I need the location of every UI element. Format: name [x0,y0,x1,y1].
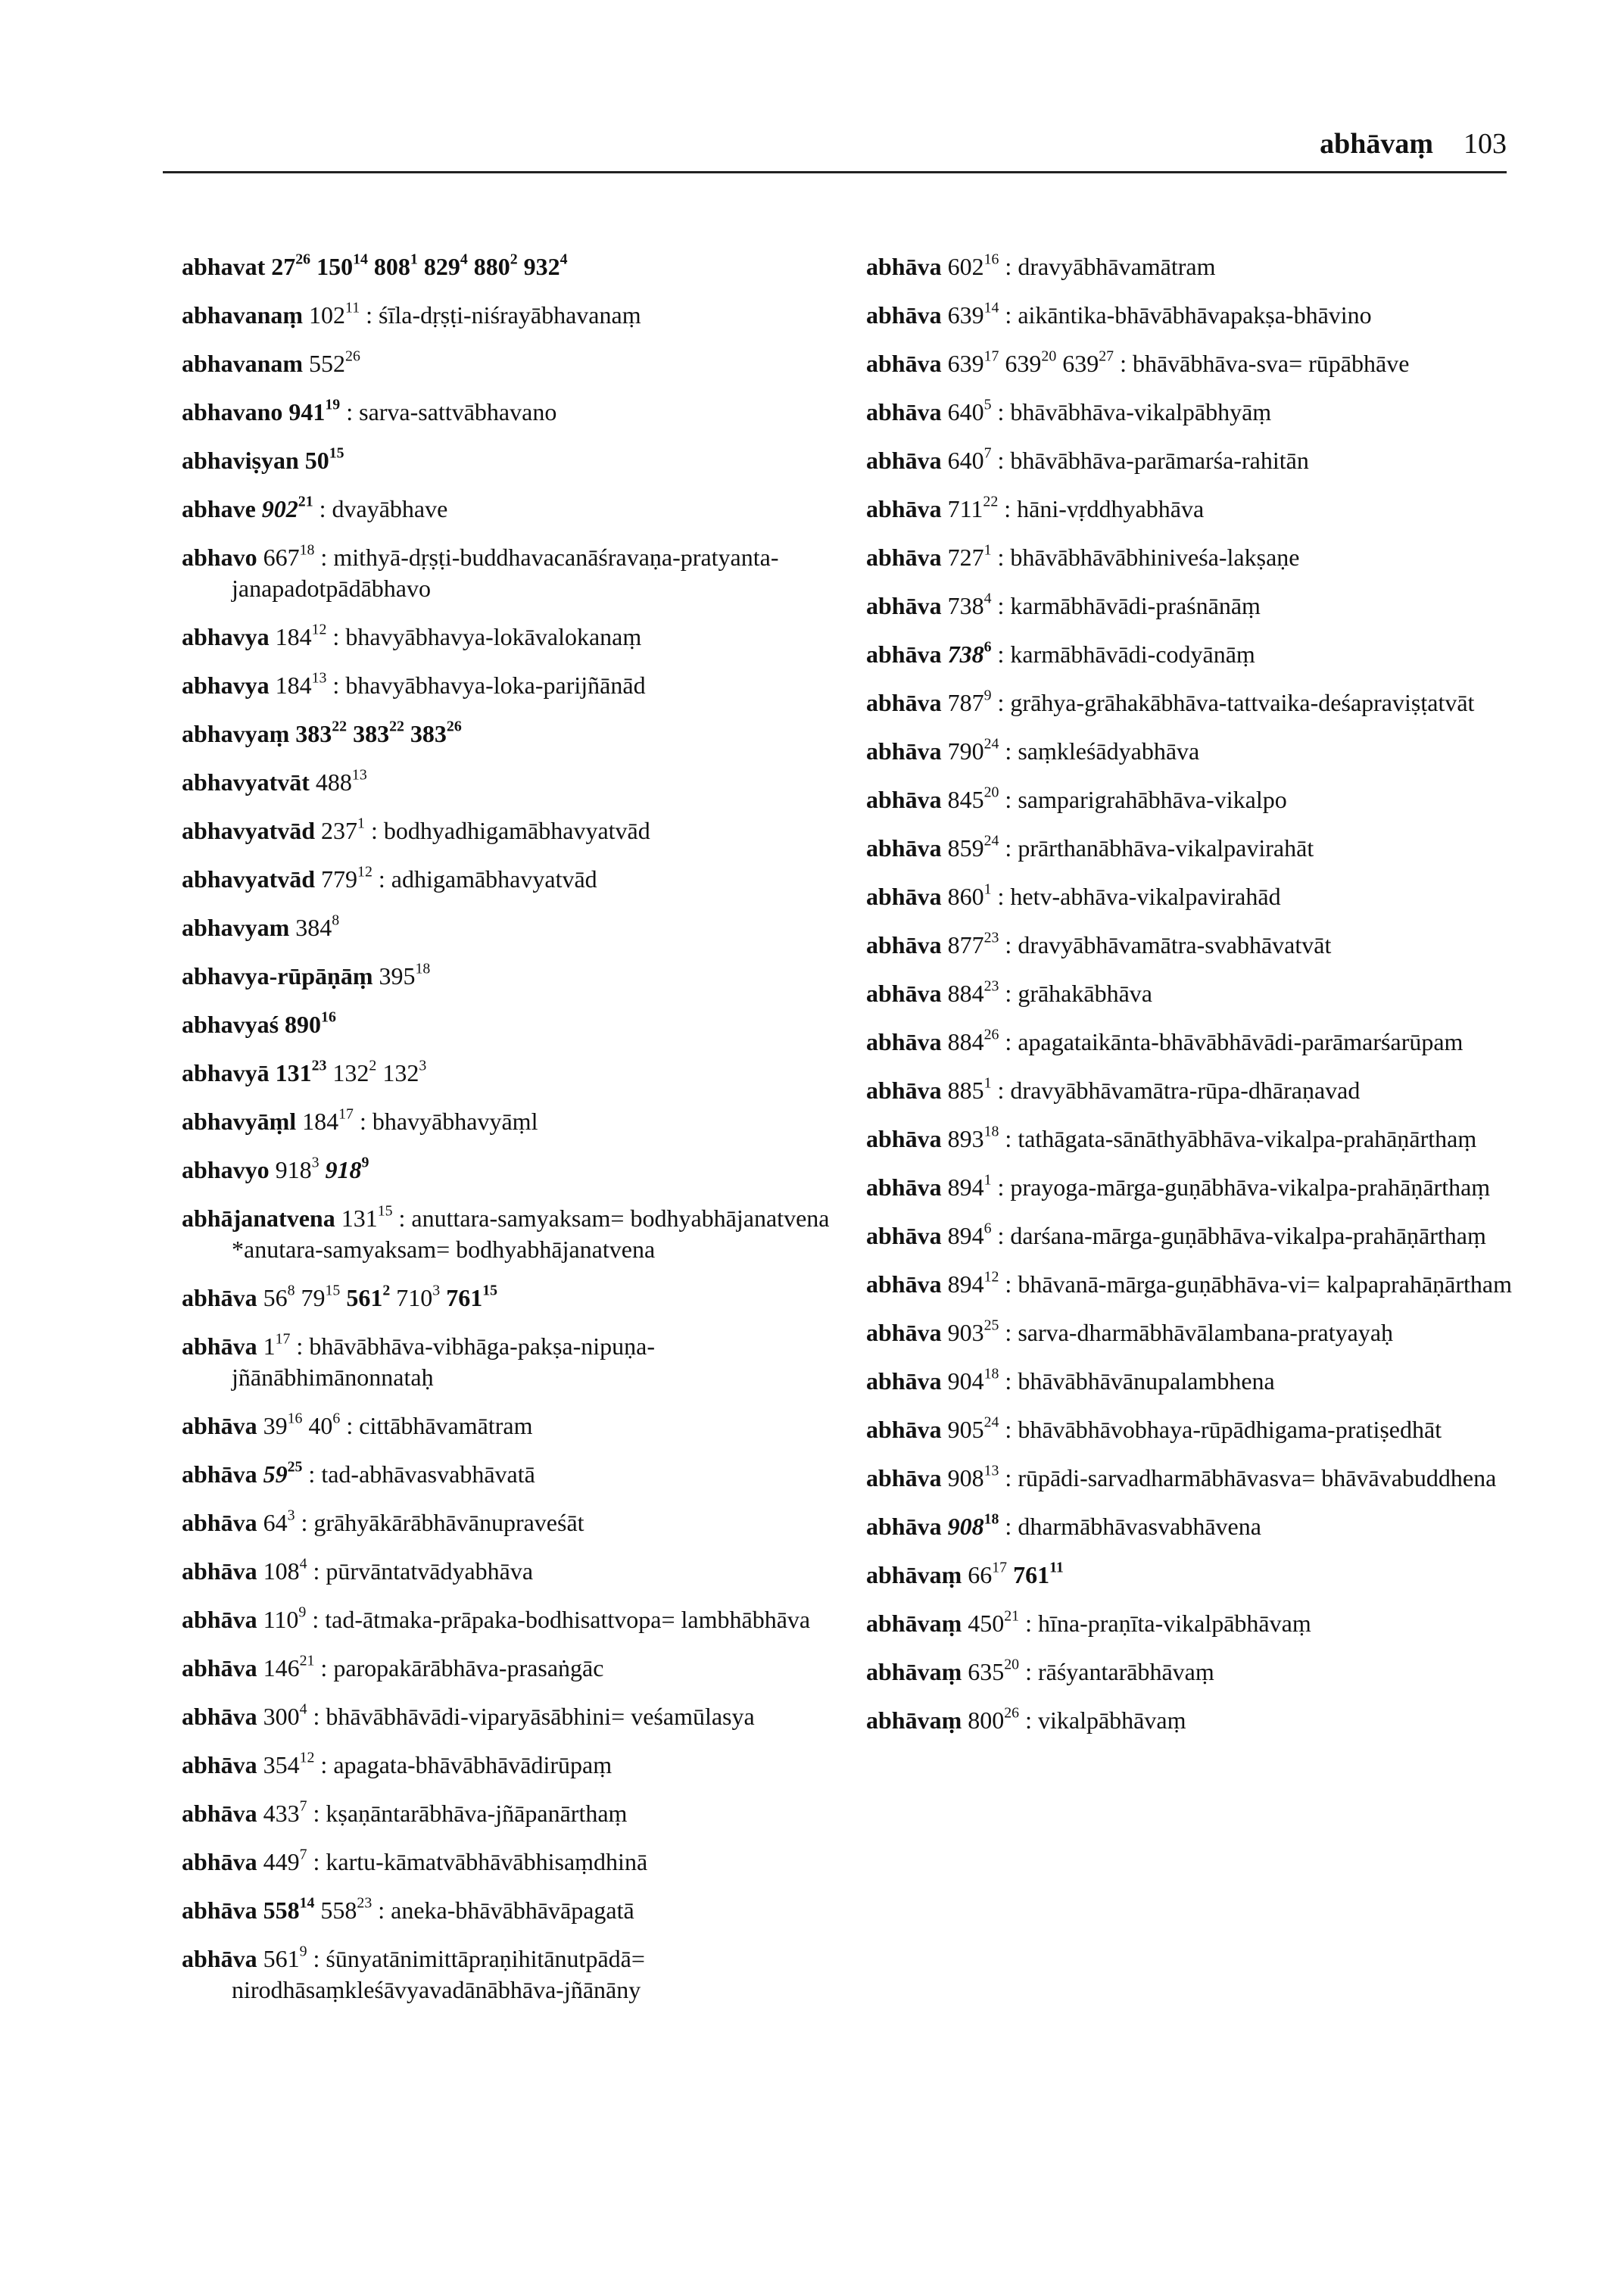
entry-references: $893^{18}$ [947,1123,999,1152]
entry-references: $184^{12}$ [275,621,327,650]
entry-definition: : bhavyābhavyāṃl [359,1108,538,1135]
entry-headword: abhāvaṃ [866,1610,962,1637]
entry-definition: : kṣaṇāntarābhāva-jñāpanārthaṃ [313,1800,628,1827]
entry-references: $300^4$ [263,1700,307,1730]
index-entry [866,881,1517,912]
entry-definition: : śīla-dṛṣṭi-niśrayābhavanaṃ [366,301,641,329]
entry-definition: : bhavyābhavya-loka-parijñānād [332,672,646,699]
entry-definition: : bhāvābhāva-parāmarśa-rahitān [997,447,1309,474]
entry-references: $859^{24}$ [947,832,999,862]
right-column [866,251,1517,1753]
entry-definition: : śūnyatānimittāpraṇihitānutpādā= nirodhāsaṃkleśāvyavadānābhāva-jñānāny [232,1945,645,2003]
entry-references: $904^{18}$ [947,1365,999,1395]
entry-definition: : grāhakābhāva [1005,980,1152,1007]
entry-headword: abhāva [182,1654,257,1682]
index-entry [866,1705,1517,1736]
entry-references: $790^{24}$ [947,735,999,765]
entry-definition: : dravyābhāvamātra-rūpa-dhāraṇavad [997,1077,1361,1104]
entry-references: $450^{21}$ [968,1607,1020,1637]
entry-headword: abhāva [866,1464,942,1491]
entry-references: $908^{13}$ [947,1462,999,1491]
page-header [163,118,1507,173]
entry-references: $383^{22}$ $383^{22}$ $383^{26}$ [295,718,462,747]
entry-references: $66^{17}$ $761^{11}$ [968,1559,1064,1588]
entry-headword: abhāva [182,1557,257,1585]
entry-headword: abhavya [182,623,270,650]
entry-references: $941^{19}$ [288,396,341,425]
entry-references: $905^{24}$ [947,1413,999,1443]
entry-definition: : tad-abhāvasvabhāvatā [308,1460,535,1488]
index-entry [182,1459,840,1490]
page-number: 103 [1463,128,1507,160]
index-entry [866,1414,1517,1445]
entry-headword: abhavyaś [182,1011,279,1038]
entry-references: $384^8$ [295,912,340,941]
entry-references: $110^9$ [263,1604,307,1633]
index-entry [182,912,840,943]
entry-headword: abhavyaṃ [182,720,290,747]
entry-definition: : sarva-dharmābhāvālambana-pratyayaḥ [1005,1319,1394,1346]
entry-references: $102^{11}$ [309,299,360,329]
entry-definition: : rūpādi-sarvadharmābhāvasva= bhāvāvabuddhena [1005,1464,1497,1491]
entry-headword: abhavyam [182,914,290,941]
entry-headword: abhāva [866,1125,942,1152]
index-entry [182,1203,840,1265]
entry-headword: abhavyatvāt [182,768,310,796]
entry-definition: : hāni-vṛddhyabhāva [1004,495,1205,522]
index-entry [182,1556,840,1587]
entry-headword: abhavano [182,398,283,425]
entry-headword: abhāva [182,1284,257,1311]
entry-definition: : karmābhāvādi-codyānāṃ [997,641,1255,668]
index-entry [182,1507,840,1538]
index-entry [182,494,840,525]
index-entry [182,1798,840,1829]
index-entry [182,251,840,282]
entry-headword: abhavyatvād [182,865,316,893]
entry-headword: abhāva [866,931,942,958]
entry-definition: : bhāvābhāva-vibhāga-pakṣa-nipuṇa-jñānābhimānonnataḥ [232,1332,655,1391]
entry-headword: abhāva [182,1509,257,1536]
entry-references: $558^{14}$ $558^{23}$ [263,1894,372,1924]
entry-references: $449^7$ [263,1846,307,1875]
entry-references: $885^1$ [947,1074,992,1104]
entry-definition: : dravyābhāvamātram [1005,253,1216,280]
entry-definition: : dvayābhave [319,495,448,522]
entry-headword: abhāva [866,1416,942,1443]
entry-references: $354^{12}$ [263,1749,315,1778]
index-entry [866,348,1517,379]
index-entry [182,767,840,798]
index-entry [866,1220,1517,1251]
entry-headword: abhavyo [182,1156,270,1183]
index-entry [182,1847,840,1878]
entry-references: $918^3$ $918^9$ [275,1154,369,1183]
index-entry [866,639,1517,670]
entry-references: $800^{26}$ [968,1704,1020,1734]
entry-definition: : prayoga-mārga-guṇābhāva-vikalpa-prahāṇārthaṃ [997,1173,1491,1201]
index-entry [182,397,840,428]
index-entry [866,1560,1517,1591]
entry-headword: abhāva [866,1513,942,1540]
index-entry [182,961,840,992]
index-entry [866,1317,1517,1348]
entry-references: $108^4$ [263,1555,307,1585]
entry-references: $779^{12}$ [321,863,372,893]
entry-references: $877^{23}$ [947,929,999,958]
index-entry [866,1366,1517,1397]
entry-headword: abhaviṣyan [182,447,299,474]
entry-references: $184^{17}$ [302,1105,354,1135]
entry-definition: : anuttara-samyaksam= bodhyabhājanatvena *anutara-samyaksam= bodhyabhājanatvena [232,1205,830,1263]
entry-definition: : bhāvābhāvādi-viparyāsābhini= veśamūlasya [313,1703,755,1730]
index-entry [182,1750,840,1781]
index-entry [182,718,840,750]
entry-headword: abhāva [866,301,942,329]
entry-references: $667^{18}$ [263,541,315,571]
entry-references: $639^{17}$ $639^{20}$ $639^{27}$ [947,348,1114,377]
entry-references: $908^{18}$ [947,1510,999,1540]
entry-references: $639^{14}$ [947,299,999,329]
entry-headword: abhāva [182,1751,257,1778]
entry-definition: : samparigrahābhāva-vikalpo [1005,786,1287,813]
entry-references: $602^{16}$ [947,251,999,280]
index-entry [866,978,1517,1009]
entry-definition: : bhāvābhāvābhiniveśa-lakṣaṇe [997,544,1300,571]
entry-references: $640^5$ [947,396,992,425]
entry-references: $845^{20}$ [947,784,999,813]
index-entry [182,815,840,846]
entry-references: $27^{26}$ $150^{14}$ $808^1$ $829^4$ $880^2$ $932^4$ [271,251,568,280]
entry-definition: : tathāgata-sānāthyābhāva-vikalpa-prahāṇārthaṃ [1005,1125,1477,1152]
entry-headword: abhāva [866,786,942,813]
entry-definition: : rāśyantarābhāvaṃ [1025,1658,1214,1685]
entry-references: $640^7$ [947,444,992,474]
index-entry [866,1511,1517,1542]
index-entry [182,1604,840,1635]
entry-definition: : bhāvābhāva-vikalpābhyāṃ [997,398,1272,425]
entry-definition: : apagata-bhāvābhāvādirūpaṃ [320,1751,613,1778]
entry-references: $1^{17}$ [263,1330,291,1360]
entry-headword: abhāva [866,1270,942,1298]
entry-headword: abhāva [182,1945,257,1972]
entry-headword: abhāva [866,689,942,716]
entry-references: $131^{23}$ $132^2$ $132^3$ [275,1057,427,1086]
index-entry [866,1172,1517,1203]
entry-headword: abhāva [866,1367,942,1395]
entry-headword: abhāva [866,1173,942,1201]
index-entry [182,1653,840,1684]
index-entry [866,591,1517,622]
index-entry [182,1106,840,1137]
index-entry [866,1463,1517,1494]
entry-headword: abhāva [182,1800,257,1827]
index-entry [182,1943,840,2006]
index-entry [866,251,1517,282]
index-entry [182,1895,840,1926]
entry-references: $131^{15}$ [341,1202,393,1232]
entry-definition: : saṃkleśādyabhāva [1005,737,1200,765]
index-entry [182,1701,840,1732]
entry-definition: : prārthanābhāva-vikalpavirahāt [1005,834,1314,862]
entry-definition: : aikāntika-bhāvābhāvapakṣa-bhāvino [1005,301,1372,329]
entry-definition: : sarva-sattvābhavano [346,398,557,425]
index-entry [866,542,1517,573]
entry-headword: abhāva [866,1077,942,1104]
index-entry [182,864,840,895]
entry-definition: : bhāvābhāvānupalambhena [1005,1367,1275,1395]
entry-headword: abhavat [182,253,266,280]
entry-headword: abhavanam [182,350,304,377]
entry-definition: : bhavyābhavya-lokāvalokanaṃ [332,623,642,650]
index-entry [182,1331,840,1393]
index-entry [182,622,840,653]
entry-headword: abhāva [866,592,942,619]
index-entry [866,494,1517,525]
entry-definition: : dharmābhāvasvabhāvena [1005,1513,1261,1540]
entry-definition: : apagataikānta-bhāvābhāvādi-parāmarśarūpam [1005,1028,1463,1055]
entry-headword: abhāva [866,737,942,765]
index-entry [866,1657,1517,1688]
entry-headword: abhavyāṃl [182,1108,297,1135]
index-entry [182,1410,840,1442]
entry-headword: abhāva [866,1222,942,1249]
entry-references: $894^{12}$ [947,1268,999,1298]
index-entry [182,300,840,331]
index-entry [182,348,840,379]
left-column [182,251,840,2023]
entry-headword: abhāva [866,544,942,571]
entry-definition: : bhāvanā-mārga-guṇābhāva-vi= kalpaprahāṇārtham [1005,1270,1513,1298]
index-entry [866,1608,1517,1639]
index-entry [182,1155,840,1186]
index-entry [866,1269,1517,1300]
index-entry [866,1075,1517,1106]
index-entry [866,930,1517,961]
entry-definition: : adhigamābhavyatvād [378,865,597,893]
entry-definition: : grāhyākārābhāvānupraveśāt [301,1509,584,1536]
entry-headword: abhavyā [182,1059,270,1086]
entry-headword: abhājanatvena [182,1205,335,1232]
entry-headword: abhāva [866,447,942,474]
entry-headword: abhāva [866,350,942,377]
entry-references: $488^{13}$ [315,766,367,796]
entry-headword: abhāva [182,1412,257,1439]
entry-references: $711^{22}$ [947,493,999,522]
entry-headword: abhāva [182,1606,257,1633]
entry-headword: abhavya-rūpāṇāṃ [182,962,373,990]
entry-references: $552^{26}$ [309,348,360,377]
index-entry [866,1027,1517,1058]
entry-references: $860^1$ [947,881,992,910]
entry-references: $59^{25}$ [263,1458,303,1488]
index-entry [866,687,1517,718]
entry-references: $433^7$ [263,1797,307,1827]
entry-definition: : bodhyadhigamābhavyatvād [370,817,650,844]
index-entry [182,445,840,476]
entry-definition: : kartu-kāmatvābhāvābhisaṃdhinā [313,1848,648,1875]
entry-references: $39^{16}$ $40^6$ [263,1410,341,1439]
entry-definition: : cittābhāvamātram [346,1412,533,1439]
entry-headword: abhāva [866,398,942,425]
entry-references: $738^4$ [947,590,992,619]
entry-headword: abhāva [182,1703,257,1730]
entry-headword: abhāva [866,1319,942,1346]
index-entry [866,736,1517,767]
entry-headword: abhavanaṃ [182,301,304,329]
entry-definition: : hīna-praṇīta-vikalpābhāvaṃ [1025,1610,1311,1637]
entry-references: $561^9$ [263,1943,307,1972]
entry-references: $727^1$ [947,541,992,571]
index-entry [182,1058,840,1089]
entry-references: $884^{26}$ [947,1026,999,1055]
index-entry [182,542,840,604]
entry-references: $146^{21}$ [263,1652,315,1682]
running-head [1320,127,1507,161]
entry-references: $50^{15}$ [304,444,344,474]
entry-headword: abhavyatvād [182,817,316,844]
index-entry [182,670,840,701]
index-entry [866,784,1517,815]
entry-references: $902^{21}$ [261,493,313,522]
entry-headword: abhavya [182,672,270,699]
entry-definition: : darśana-mārga-guṇābhāva-vikalpa-prahāṇārthaṃ [997,1222,1486,1249]
entry-references: $184^{13}$ [275,669,327,699]
entry-headword: abhavo [182,544,257,571]
entry-headword: abhāva [866,495,942,522]
entry-definition: : pūrvāntatvādyabhāva [313,1557,534,1585]
entry-references: $894^6$ [947,1220,992,1249]
entry-definition: : bhāvābhāva-sva= rūpābhāve [1120,350,1410,377]
entry-references: $395^{18}$ [379,960,431,990]
entry-references: $56^8$ $79^{15}$ $561^2$ $710^3$ $761^{15}$ [263,1282,498,1311]
entry-headword: abhāva [866,980,942,1007]
entry-headword: abhāvaṃ [866,1706,962,1734]
entry-headword: abhāva [182,1332,257,1360]
entry-headword: abhāvaṃ [866,1658,962,1685]
entry-definition: : mithyā-dṛṣṭi-buddhavacanāśravaṇa-pratyanta-janapadotpādābhavo [232,544,779,602]
entry-headword: abhāvaṃ [866,1561,962,1588]
index-entry [866,300,1517,331]
entry-headword: abhave [182,495,256,522]
entry-definition: : karmābhāvādi-praśnānāṃ [997,592,1261,619]
entry-definition: : dravyābhāvamātra-svabhāvatvāt [1005,931,1332,958]
entry-references: $64^3$ [263,1507,295,1536]
entry-headword: abhāva [866,883,942,910]
index-entry [866,1124,1517,1155]
entry-references: $884^{23}$ [947,977,999,1007]
entry-definition: : tad-ātmaka-prāpaka-bodhisattvopa= lambhābhāva [312,1606,811,1633]
entry-references: $738^6$ [947,638,992,668]
entry-headword: abhāva [866,253,942,280]
entry-headword: abhāva [182,1460,257,1488]
entry-references: $890^{16}$ [285,1008,336,1038]
entry-definition: : bhāvābhāvobhaya-rūpādhigama-pratiṣedhāt [1005,1416,1442,1443]
index-entry [182,1009,840,1040]
index-entry [866,397,1517,428]
entry-headword: abhāva [866,641,942,668]
entry-definition: : grāhya-grāhakābhāva-tattvaika-deśapraviṣṭatvāt [997,689,1475,716]
entry-definition: : paropakārābhāva-prasaṅgāc [320,1654,604,1682]
entry-references: $903^{25}$ [947,1317,999,1346]
entry-headword: abhāva [866,834,942,862]
entry-references: $635^{20}$ [968,1656,1020,1685]
entry-headword: abhāva [182,1848,257,1875]
index-entry [182,1283,840,1314]
entry-headword: abhāva [866,1028,942,1055]
entry-references: $894^1$ [947,1171,992,1201]
index-entry [866,833,1517,864]
entry-headword: abhāva [182,1897,257,1924]
entry-references: $237^1$ [321,815,365,844]
running-headword: abhāvaṃ [1320,128,1433,160]
index-entry [866,445,1517,476]
entry-definition: : vikalpābhāvaṃ [1025,1706,1186,1734]
entry-definition: : hetv-abhāva-vikalpavirahād [997,883,1281,910]
entry-definition: : aneka-bhāvābhāvāpagatā [378,1897,634,1924]
entry-references: $787^9$ [947,687,992,716]
